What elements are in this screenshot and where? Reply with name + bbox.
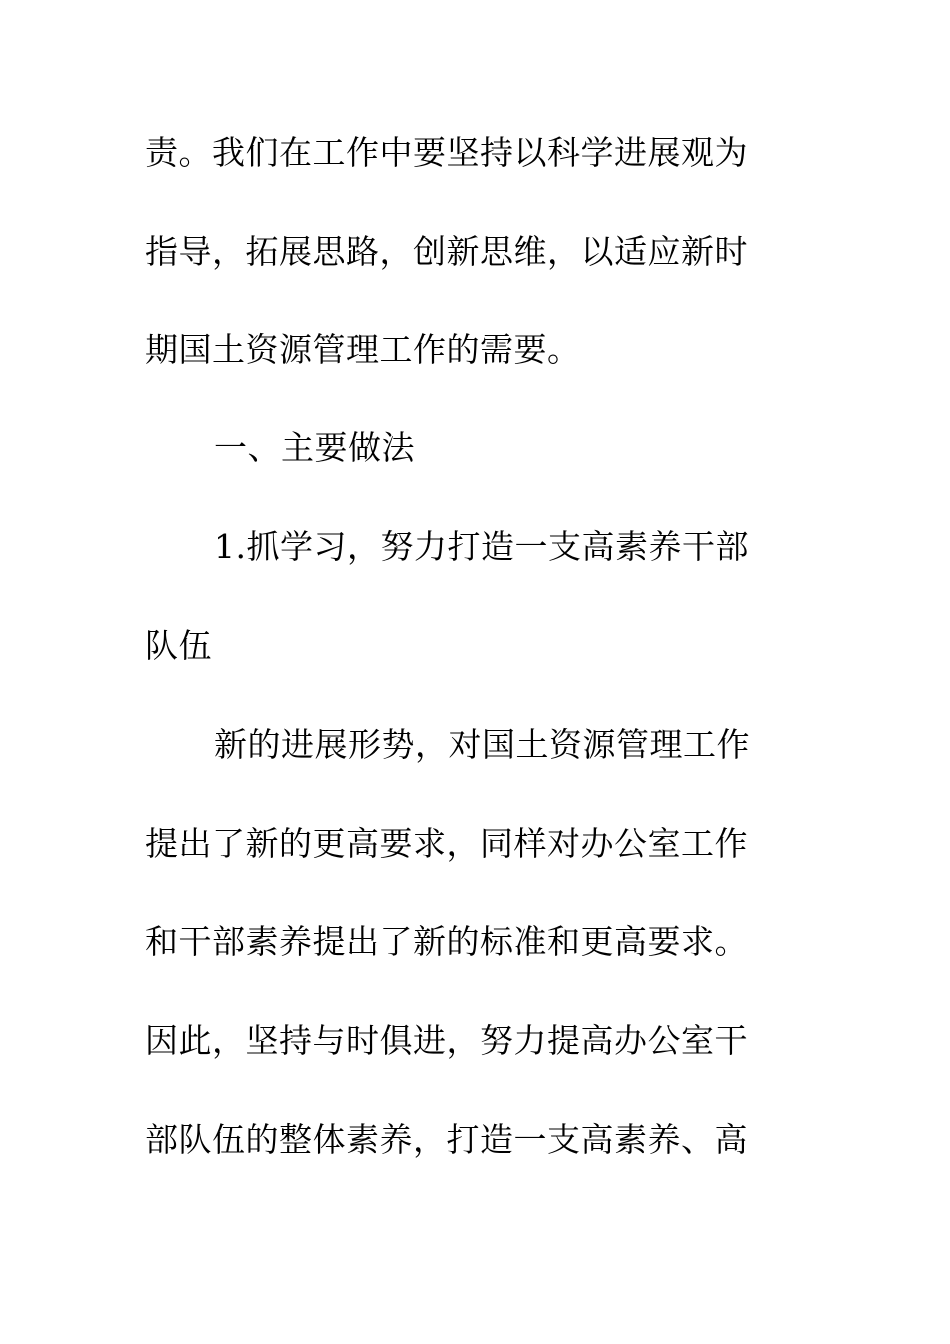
text-line: 和干部素养提出了新的标准和更高要求。 — [145, 922, 748, 961]
section-heading: 一、主要做法 — [214, 428, 415, 467]
text-line: 期国土资源管理工作的需要。 — [145, 330, 581, 369]
paragraph-first-line: 新的进展形势，对国土资源管理工作 — [214, 725, 750, 764]
text-line: 指导，拓展思路，创新思维，以适应新时 — [145, 232, 748, 271]
text-line: 提出了新的更高要求，同样对办公室工作 — [145, 824, 748, 863]
text-line: 责。我们在工作中要坚持以科学进展观为 — [145, 133, 748, 172]
subsection-heading: 1.抓学习，努力打造一支高素养干部 — [214, 527, 749, 566]
text-line: 部队伍的整体素养，打造一支高素养、高 — [145, 1120, 748, 1159]
subsection-heading-continued: 队伍 — [145, 626, 212, 665]
text-line: 因此，坚持与时俱进，努力提高办公室干 — [145, 1021, 748, 1060]
